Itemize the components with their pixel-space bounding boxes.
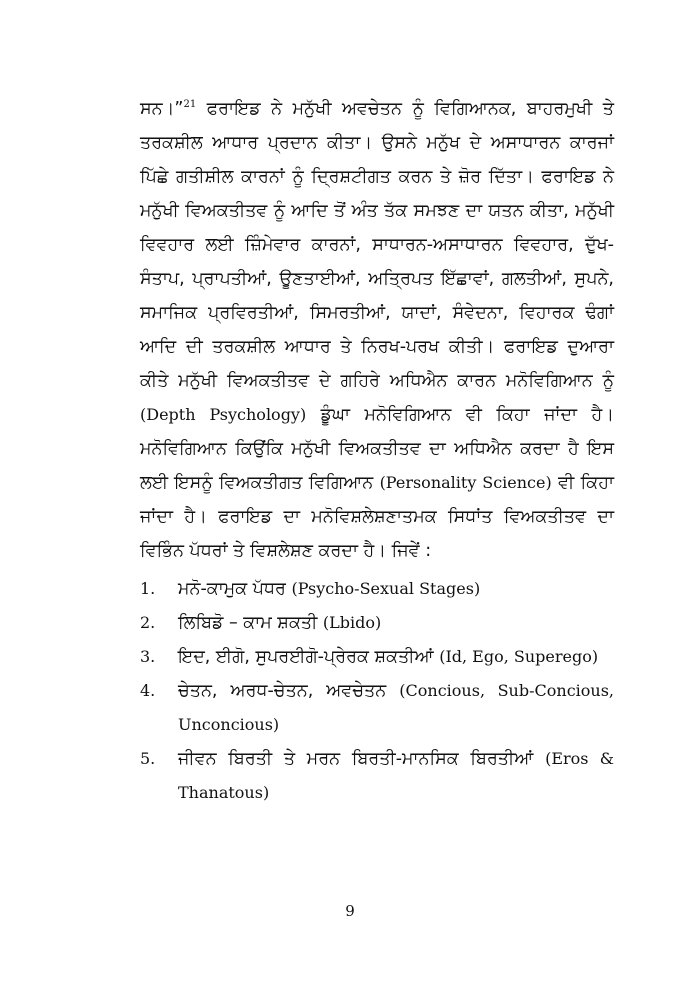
list-item [140, 742, 614, 810]
list-item-english: (Psycho-Sexual Stages) [291, 578, 481, 598]
list-number: 3. [140, 646, 156, 666]
list-item [140, 674, 614, 742]
list-item [140, 640, 614, 674]
list-item [140, 572, 614, 606]
list-item-text: ਜੀਵਨ ਬਿਰਤੀ ਤੇ ਮਰਨ ਬਿਰਤੀ-ਮਾਨਸਿਕ ਬਿਰਤੀਆਂ [178, 748, 546, 769]
levels-list [140, 572, 614, 810]
list-number: 2. [140, 612, 156, 632]
list-number: 5. [140, 748, 156, 768]
list-item-english: (Lbido) [322, 612, 382, 632]
english-term-personality-science: (Personality Science) [379, 472, 552, 492]
list-item-text: ਇਦ, ਈਗੋ, ਸੁਪਰਈਗੋ-ਪ੍ਰੇਰਕ ਸ਼ਕਤੀਆਂ [178, 646, 440, 667]
list-item-text: ਮਨੋ-ਕਾਮੁਕ ਪੱਧਰ [178, 578, 292, 599]
list-item-english: (Eros & Thanatous) [178, 748, 614, 802]
list-item-english: (Concious, Sub-Concious, Unconcious) [178, 680, 614, 734]
body-text [140, 88, 614, 810]
main-paragraph [140, 88, 614, 568]
paragraph-lead: ਸਨ।” [140, 98, 184, 119]
page-number: 9 [345, 902, 355, 920]
list-item [140, 606, 614, 640]
list-number: 1. [140, 578, 156, 598]
list-item-english: (Id, Ego, Superego) [439, 646, 599, 666]
english-term-depth-psychology: (Depth Psychology) [140, 404, 307, 424]
footnote-reference: 21 [183, 99, 197, 110]
paragraph-text-1: ਫਰਾਇਡ ਨੇ ਮਨੁੱਖੀ ਅਵਚੇਤਨ ਨੂੰ ਵਿਗਿਆਨਕ, ਬਾਹਰਮੁਖੀ ਤੇ ਤਰਕਸ਼ੀਲ ਆਧਾਰ ਪ੍ਰਦਾਨ ਕੀਤਾ। ਉਸਨੇ ਮਨੁੱਖ ਦੇ ਅਸਾਧਾਰਨ ਕਾਰਜਾਂ ਪਿੱਛੇ ਗਤੀਸ਼ੀਲ ਕਾਰਨਾਂ ਨੂੰ ਦ੍ਰਿਸ਼ਟੀਗਤ ਕਰਨ ਤੇ ਜ਼ੋਰ ਦਿੱਤਾ। ਫਰਾਇਡ ਨੇ ਮਨੁੱਖੀ ਵਿਅਕਤੀਤਵ ਨੂੰ ਆਦਿ ਤੋਂ ਅੰਤ ਤੱਕ ਸਮਝਣ ਦਾ ਯਤਨ ਕੀਤਾ, ਮਨੁੱਖੀ ਵਿਵਹਾਰ ਲਈ ਜ਼ਿੰਮੇਵਾਰ ਕਾਰਨਾਂ, ਸਾਧਾਰਨ-ਅਸਾਧਾਰਨ ਵਿਵਹਾਰ, ਦੁੱਖ-ਸੰਤਾਪ, ਪ੍ਰਾਪਤੀਆਂ, ਊਣਤਾਈਆਂ, ਅਤ੍ਰਿਪਤ ਇੱਛਾਵਾਂ, ਗਲਤੀਆਂ, ਸੁਪਨੇ, ਸਮਾਜਿਕ ਪ੍ਰਵਿਰਤੀਆਂ, ਸਿਮਰਤੀਆਂ, ਯਾਦਾਂ, ਸੰਵੇਦਨਾ, ਵਿਹਾਰਕ ਢੰਗਾਂ ਆਦਿ ਦੀ ਤਰਕਸ਼ੀਲ ਆਧਾਰ ਤੇ ਨਿਰਖ-ਪਰਖ ਕੀਤੀ। ਫਰਾਇਡ ਦੁਆਰਾ ਕੀਤੇ ਮਨੁੱਖੀ ਵਿਅਕਤੀਤਵ ਦੇ ਗਹਿਰੇ ਅਧਿਐਨ ਕਾਰਨ ਮਨੋਵਿਗਿਆਨ ਨੂੰ [140, 98, 614, 391]
list-number: 4. [140, 680, 156, 700]
list-item-text: ਲਿਬਿਡੋ – ਕਾਮ ਸ਼ਕਤੀ [178, 612, 323, 633]
list-item-text: ਚੇਤਨ, ਅਰਧ-ਚੇਤਨ, ਅਵਚੇਤਨ [178, 680, 400, 701]
paragraph-text-2: ਡੂੰਘਾ ਮਨੋਵਿਗਿਆਨ ਵੀ ਕਿਹਾ ਜਾਂਦਾ ਹੈ। ਮਨੋਵਿਗਿਆਨ ਕਿਉਂਕਿ ਮਨੁੱਖੀ ਵਿਅਕਤੀਤਵ ਦਾ ਅਧਿਐਨ ਕਰਦਾ ਹੈ ਇਸ ਲਈ ਇਸਨੂੰ ਵਿਅਕਤੀਗਤ ਵਿਗਿਆਨ [140, 404, 614, 493]
paragraph-text-3: ਵੀ ਕਿਹਾ ਜਾਂਦਾ ਹੈ। ਫਰਾਇਡ ਦਾ ਮਨੋਵਿਸ਼ਲੇਸ਼ਣਾਤਮਕ ਸਿਧਾਂਤ ਵਿਅਕਤੀਤਵ ਦਾ ਵਿਭਿੰਨ ਪੱਧਰਾਂ ਤੇ ਵਿਸ਼ਲੇਸ਼ਣ ਕਰਦਾ ਹੈ। ਜਿਵੇਂ : [140, 472, 614, 561]
